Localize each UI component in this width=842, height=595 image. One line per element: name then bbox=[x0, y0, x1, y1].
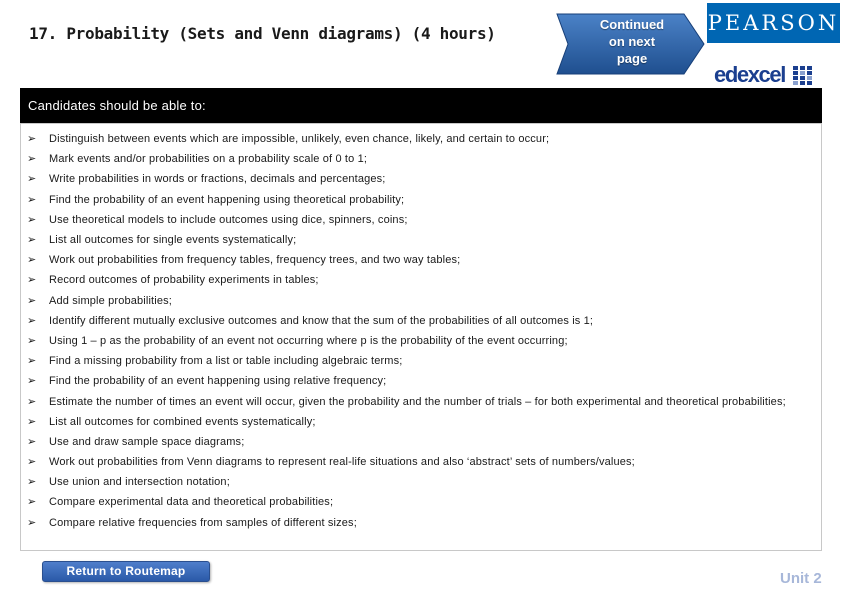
list-item bbox=[27, 351, 807, 371]
arrow-bullet-icon: ➢ bbox=[27, 294, 37, 307]
arrow-bullet-icon: ➢ bbox=[27, 314, 37, 327]
arrow-bullet-icon: ➢ bbox=[27, 435, 37, 448]
page-title: 17. Probability (Sets and Venn diagrams) (4 hours) bbox=[29, 24, 496, 43]
list-item-text: Add simple probabilities; bbox=[49, 294, 172, 307]
arrow-bullet-icon: ➢ bbox=[27, 254, 37, 267]
arrow-bullet-icon: ➢ bbox=[27, 375, 37, 388]
list-item bbox=[27, 129, 807, 149]
unit-label: Unit 2 bbox=[780, 570, 822, 587]
arrow-bullet-icon: ➢ bbox=[27, 395, 37, 408]
list-item bbox=[27, 412, 807, 432]
list-item-text: Work out probabilities from frequency tables, frequency trees, and two way tables; bbox=[49, 254, 461, 267]
list-item bbox=[27, 371, 807, 391]
list-item-text: Use theoretical models to include outcomes using dice, spinners, coins; bbox=[49, 213, 408, 226]
list-item bbox=[27, 230, 807, 250]
arrow-bullet-icon: ➢ bbox=[27, 193, 37, 206]
list-item-text: Using 1 – p as the probability of an event not occurring where p is the probability of the event occurring; bbox=[49, 335, 568, 348]
edexcel-wordmark: edexcel bbox=[714, 62, 785, 87]
list-item-text: Work out probabilities from Venn diagrams to represent real-life situations and also ‘abstract’ sets of numbers/values; bbox=[49, 456, 635, 469]
list-item-text: Find a missing probability from a list or table including algebraic terms; bbox=[49, 355, 403, 368]
return-to-routemap-button[interactable]: Return to Routemap bbox=[42, 561, 210, 582]
objectives-panel bbox=[20, 123, 822, 551]
list-item bbox=[27, 392, 807, 412]
list-item bbox=[27, 492, 807, 512]
arrow-bullet-icon: ➢ bbox=[27, 173, 37, 186]
list-item bbox=[27, 210, 807, 230]
arrow-bullet-icon: ➢ bbox=[27, 133, 37, 145]
list-item bbox=[27, 270, 807, 290]
list-item-text: Use union and intersection notation; bbox=[49, 476, 230, 489]
continued-label: Continued on next page bbox=[599, 17, 665, 66]
continued-next-page-button[interactable] bbox=[556, 10, 706, 78]
arrow-bullet-icon: ➢ bbox=[27, 415, 37, 428]
arrow-bullet-icon: ➢ bbox=[27, 213, 37, 226]
list-item bbox=[27, 513, 807, 533]
list-item-text: Use and draw sample space diagrams; bbox=[49, 435, 245, 448]
list-item bbox=[27, 190, 807, 210]
list-item-text: List all outcomes for single events systematically; bbox=[49, 234, 297, 247]
list-item bbox=[27, 169, 807, 189]
list-item-text: Record outcomes of probability experiments in tables; bbox=[49, 274, 319, 287]
arrow-bullet-icon: ➢ bbox=[27, 456, 37, 469]
edexcel-logo bbox=[714, 62, 813, 88]
list-item bbox=[27, 291, 807, 311]
list-item-text: List all outcomes for combined events systematically; bbox=[49, 415, 316, 428]
list-item-text: Distinguish between events which are impossible, unlikely, even chance, likely, and certain to occur; bbox=[49, 133, 550, 145]
pearson-logo: PEARSON bbox=[707, 3, 840, 43]
arrow-bullet-icon: ➢ bbox=[27, 335, 37, 348]
arrow-bullet-icon: ➢ bbox=[27, 476, 37, 489]
arrow-bullet-icon: ➢ bbox=[27, 355, 37, 368]
list-item-text: Identify different mutually exclusive outcomes and know that the sum of the probabilities of all outcomes is 1; bbox=[49, 314, 594, 327]
list-item bbox=[27, 311, 807, 331]
list-item bbox=[27, 149, 807, 169]
list-item bbox=[27, 452, 807, 472]
list-item-text: Compare relative frequencies from samples of different sizes; bbox=[49, 516, 357, 529]
arrow-bullet-icon: ➢ bbox=[27, 274, 37, 287]
list-item-text: Find the probability of an event happening using relative frequency; bbox=[49, 375, 387, 388]
arrow-bullet-icon: ➢ bbox=[27, 153, 37, 166]
list-item-text: Find the probability of an event happening using theoretical probability; bbox=[49, 193, 405, 206]
list-item-text: Estimate the number of times an event will occur, given the probability and the number of trials – for both experimental and theoretical probabilities; bbox=[49, 395, 786, 408]
list-item bbox=[27, 472, 807, 492]
list-item bbox=[27, 331, 807, 351]
section-heading: Candidates should be able to: bbox=[20, 88, 822, 123]
list-item-text: Write probabilities in words or fractions, decimals and percentages; bbox=[49, 173, 386, 186]
arrow-bullet-icon: ➢ bbox=[27, 496, 37, 509]
arrow-bullet-icon: ➢ bbox=[27, 234, 37, 247]
objectives-list bbox=[27, 129, 807, 533]
edexcel-grid-icon bbox=[793, 66, 813, 85]
list-item bbox=[27, 432, 807, 452]
list-item-text: Mark events and/or probabilities on a probability scale of 0 to 1; bbox=[49, 153, 368, 166]
list-item-text: Compare experimental data and theoretical probabilities; bbox=[49, 496, 334, 509]
list-item bbox=[27, 250, 807, 270]
arrow-bullet-icon: ➢ bbox=[27, 516, 37, 529]
